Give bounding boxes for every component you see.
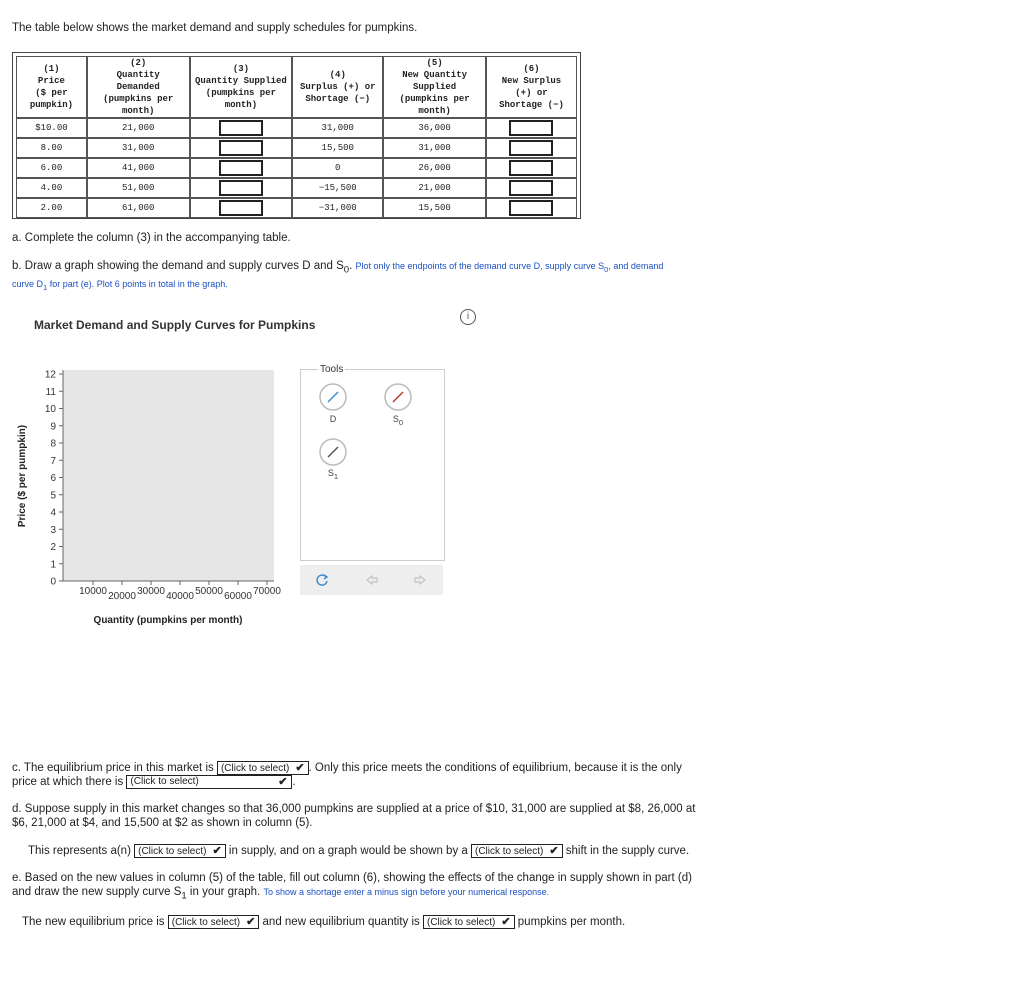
info-icon[interactable]: i [460, 309, 476, 325]
question-d: d. Suppose supply in this market changes so that 36,000 pumpkins are supplied at a price of $10, 31,000 are supplied at $8, 26,000 at $6, 21,000 at $4, and 15,500 at $2 as shown in column (5). [12, 803, 696, 829]
chevron-down-icon: ✔ [246, 916, 256, 928]
change-type-dropdown[interactable]: (Click to select) ✔ [134, 844, 226, 858]
new-surplus-input[interactable] [509, 160, 553, 176]
new-surplus-input[interactable] [509, 180, 553, 196]
quantity-supplied-input[interactable] [219, 200, 263, 216]
plot-area[interactable] [63, 370, 274, 581]
tool-s1-label: $S_1$ [327, 468, 339, 481]
question-b: b. Draw a graph showing the demand and supply curves D and $S_0$. Plot only the endpoints of the demand curve D, supply curve $S_0$, and demand [12, 260, 664, 276]
new-surplus-input[interactable] [509, 200, 553, 216]
column-header: (2) Quantity Demanded (pumpkins per month) [87, 56, 190, 118]
table-cell: 15,500 [292, 138, 383, 158]
table-cell [486, 138, 577, 158]
question-e-equilibrium: The new equilibrium price is (Click to select) ✔ and new equilibrium quantity is (Click to select) ✔ pumpkins per month. [22, 916, 626, 929]
tool-d-button[interactable] [318, 382, 348, 415]
y-axis-label: Price ($ per pumpkin) [17, 424, 28, 528]
y-tick-label: 0 [50, 576, 56, 588]
table-cell: 0 [292, 158, 383, 178]
table-cell [486, 118, 577, 138]
new-equilibrium-price-dropdown[interactable]: (Click to select) ✔ [168, 915, 260, 929]
table-cell: 2.00 [16, 198, 87, 218]
table-cell [190, 118, 293, 138]
x-tick-label: 50000 [195, 586, 223, 597]
chevron-down-icon: ✔ [295, 762, 305, 774]
line-tool-icon [383, 382, 413, 412]
chevron-down-icon: ✔ [501, 916, 511, 928]
x-tick-label: 20000 [108, 591, 136, 602]
table-cell [486, 198, 577, 218]
column-header: (6) New Surplus (+) or Shortage (−) [486, 56, 577, 118]
intro-text: The table below shows the market demand and supply schedules for pumpkins. [12, 22, 418, 34]
reset-icon[interactable] [314, 572, 330, 591]
table-cell: $10.00 [16, 118, 87, 138]
table-cell: 26,000 [383, 158, 486, 178]
y-tick-label: 8 [50, 438, 56, 450]
column-header: (4) Surplus (+) or Shortage (−) [292, 56, 383, 118]
tool-s0-label: $S_0$ [392, 414, 404, 427]
table-cell: 21,000 [87, 118, 190, 138]
table-cell: 31,000 [383, 138, 486, 158]
table-cell: 8.00 [16, 138, 87, 158]
schedule-table [16, 56, 577, 218]
table-row [16, 198, 577, 218]
y-tick-label: 11 [45, 386, 56, 398]
table-cell [190, 198, 293, 218]
table-cell: 15,500 [383, 198, 486, 218]
y-tick-label: 4 [50, 507, 56, 519]
table-row [16, 138, 577, 158]
x-tick-label: 10000 [79, 586, 107, 597]
table-cell: 31,000 [292, 118, 383, 138]
y-tick-label: 6 [50, 473, 56, 484]
chevron-down-icon: ✔ [549, 845, 559, 857]
y-tick-label: 10 [44, 404, 56, 415]
equilibrium-condition-dropdown[interactable]: (Click to select) ✔ [126, 775, 292, 789]
table-cell [486, 158, 577, 178]
tool-s0-button[interactable] [383, 382, 413, 415]
table-cell [190, 138, 293, 158]
table-cell: 41,000 [87, 158, 190, 178]
question-b-note: Plot only the endpoints of the demand curve D, supply curve $S_0$, and demand [355, 261, 664, 274]
column-header: (5) New Quantity Supplied (pumpkins per month) [383, 56, 486, 118]
table-cell: 31,000 [87, 138, 190, 158]
x-tick-label: 70000 [253, 586, 281, 597]
question-a: a. Complete the column (3) in the accompanying table. [12, 232, 291, 244]
shift-direction-dropdown[interactable]: (Click to select) ✔ [471, 844, 563, 858]
table-row [16, 158, 577, 178]
graph-title: Market Demand and Supply Curves for Pumpkins [34, 318, 316, 332]
schedule-table-frame [12, 52, 581, 219]
x-tick-label: 30000 [137, 586, 165, 597]
tool-s1-button[interactable] [318, 437, 348, 470]
question-b-note-line2: curve $D_1$ for part (e). Plot 6 points in total in the graph. [12, 279, 228, 292]
table-cell: 61,000 [87, 198, 190, 218]
table-cell [486, 178, 577, 198]
table-header-row [16, 56, 577, 118]
question-d-represents: This represents a(n) (Click to select) ✔ in supply, and on a graph would be shown by a (Click to select) ✔ shift in the supply curve. [28, 845, 690, 858]
x-axis-label: Quantity (pumpkins per month) [93, 615, 243, 626]
y-tick-label: 2 [50, 542, 56, 553]
chevron-down-icon: ✔ [278, 776, 288, 789]
x-tick-label: 40000 [166, 591, 194, 602]
y-tick-label: 5 [50, 490, 56, 502]
equilibrium-price-dropdown[interactable]: (Click to select) ✔ [217, 761, 309, 775]
y-tick-label: 7 [50, 455, 56, 467]
table-cell [190, 158, 293, 178]
table-cell: 51,000 [87, 178, 190, 198]
y-tick-label: 1 [50, 559, 56, 571]
quantity-supplied-input[interactable] [219, 180, 263, 196]
table-cell: 4.00 [16, 178, 87, 198]
column-header: (1) Price ($ per pumpkin) [16, 56, 87, 118]
question-c: c. The equilibrium price in this market is (Click to select) ✔ . Only this price meets the conditions of equilibrium, because it is the only price at which there is (Click to select) ✔ . [12, 762, 682, 789]
column-header: (3) Quantity Supplied (pumpkins per month) [190, 56, 293, 118]
table-cell [190, 178, 293, 198]
x-tick-label: 60000 [224, 591, 252, 602]
table-cell: −15,500 [292, 178, 383, 198]
new-surplus-input[interactable] [509, 140, 553, 156]
quantity-supplied-input[interactable] [219, 120, 263, 136]
y-tick-label: 3 [50, 524, 56, 536]
table-cell: 6.00 [16, 158, 87, 178]
tools-label: Tools [320, 364, 344, 375]
y-tick-label: 12 [44, 369, 56, 381]
undo-icon[interactable] [364, 572, 380, 591]
graph-area[interactable] [10, 360, 300, 630]
table-row [16, 178, 577, 198]
tool-d-label: D [329, 414, 337, 424]
new-surplus-input[interactable] [509, 120, 553, 136]
table-cell: 21,000 [383, 178, 486, 198]
quantity-supplied-input[interactable] [219, 140, 263, 156]
new-equilibrium-quantity-dropdown[interactable]: (Click to select) ✔ [423, 915, 515, 929]
question-e: e. Based on the new values in column (5) of the table, fill out column (6), showing the effects of the change in supply shown in part (d) and draw the new supply curve $S_1$ in your graph. To show a shortage enter a minus sign before your numerical response. [12, 872, 692, 902]
line-tool-icon [318, 382, 348, 412]
redo-icon[interactable] [412, 572, 428, 591]
line-tool-icon [318, 437, 348, 467]
table-cell: −31,000 [292, 198, 383, 218]
quantity-supplied-input[interactable] [219, 160, 263, 176]
table-cell: 36,000 [383, 118, 486, 138]
y-tick-label: 9 [50, 421, 56, 433]
chevron-down-icon: ✔ [212, 845, 222, 857]
table-row [16, 118, 577, 138]
